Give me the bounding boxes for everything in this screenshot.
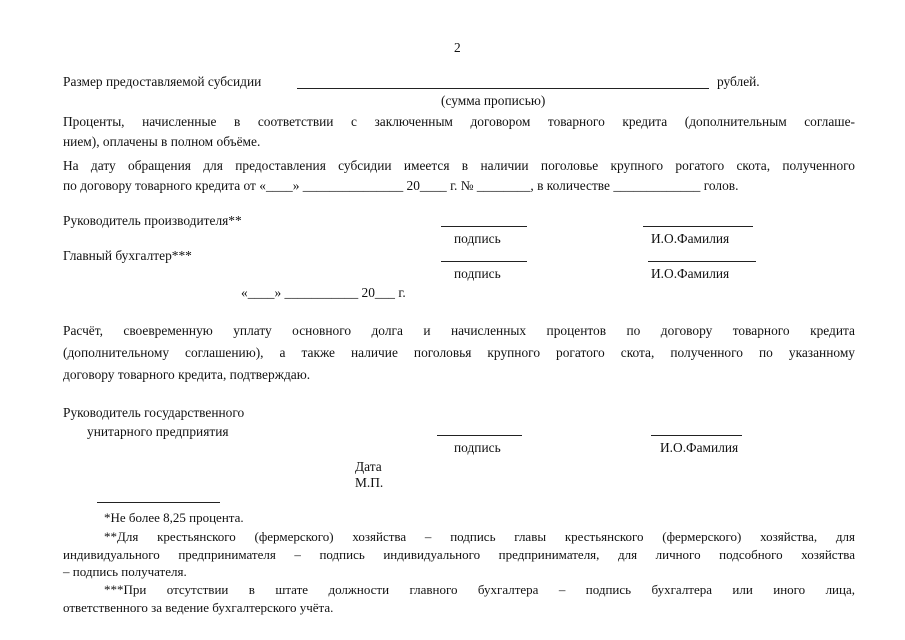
enterprise-name-caption: И.О.Фамилия xyxy=(660,440,739,455)
subsidy-amount-line xyxy=(297,88,709,89)
accountant-name-line xyxy=(648,261,756,262)
confirmation-paragraph-line-2: (дополнительному соглашению), а также наличие поголовья крупного рогатого скота, полученного по указанному xyxy=(63,345,855,360)
interest-paragraph-line-1: Проценты, начисленные в соответствии с заключенным договором товарного кредита (дополнительным соглаше- xyxy=(63,114,855,129)
confirmation-paragraph-line-3: договору товарного кредита, подтверждаю. xyxy=(63,367,311,382)
enterprise-head-label-line-2: унитарного предприятия xyxy=(87,424,229,439)
footnote-2-line-2: индивидуального предпринимателя – подпись индивидуального предпринимателя, для личного подсобного хозяйства xyxy=(63,547,855,562)
livestock-paragraph-line-2: по договору товарного кредита от «____» _______________ 20____ г. № ________, в количестве _____________ голов. xyxy=(63,178,739,193)
footnote-separator xyxy=(97,502,220,503)
interest-paragraph-line-2: нием), оплачены в полном объёме. xyxy=(63,134,261,149)
date-label: Дата xyxy=(355,459,382,474)
enterprise-signature-caption: подпись xyxy=(454,440,501,455)
enterprise-head-label-line-1: Руководитель государственного xyxy=(63,405,245,420)
enterprise-signature-line xyxy=(437,435,522,436)
confirmation-paragraph-line-1: Расчёт, своевременную уплату основного долга и начисленных процентов по договору товарного кредита xyxy=(63,323,855,338)
subsidy-amount-hint: (сумма прописью) xyxy=(441,93,546,108)
producer-signature-caption: подпись xyxy=(454,231,501,246)
chief-accountant-label: Главный бухгалтер*** xyxy=(63,248,192,263)
footnote-2-line-1: **Для крестьянского (фермерского) хозяйства – подпись главы крестьянского (фермерского) хозяйства, для xyxy=(104,529,855,544)
producer-signature-line xyxy=(441,226,527,227)
livestock-paragraph-line-1: На дату обращения для предоставления субсидии имеется в наличии поголовье крупного рогатого скота, полученного xyxy=(63,158,855,173)
producer-name-line xyxy=(643,226,753,227)
footnote-3-line-1: ***При отсутствии в штате должности главного бухгалтера – подпись бухгалтера или иного лица, xyxy=(104,582,855,597)
accountant-name-caption: И.О.Фамилия xyxy=(651,266,730,281)
accountant-signature-caption: подпись xyxy=(454,266,501,281)
subsidy-currency: рублей. xyxy=(717,74,760,89)
producer-head-label: Руководитель производителя** xyxy=(63,213,242,228)
page-number: 2 xyxy=(454,40,461,55)
footnote-1: *Не более 8,25 процента. xyxy=(104,510,244,525)
accountant-signature-line xyxy=(441,261,527,262)
seal-label: М.П. xyxy=(355,475,384,490)
footnote-3-line-2: ответственного за ведение бухгалтерского учёта. xyxy=(63,600,334,615)
subsidy-amount-label: Размер предоставляемой субсидии xyxy=(63,74,262,89)
footnote-2-line-3: – подпись получателя. xyxy=(63,564,187,579)
enterprise-name-line xyxy=(651,435,742,436)
signature-date-line: «____» ___________ 20___ г. xyxy=(241,285,406,300)
producer-name-caption: И.О.Фамилия xyxy=(651,231,730,246)
